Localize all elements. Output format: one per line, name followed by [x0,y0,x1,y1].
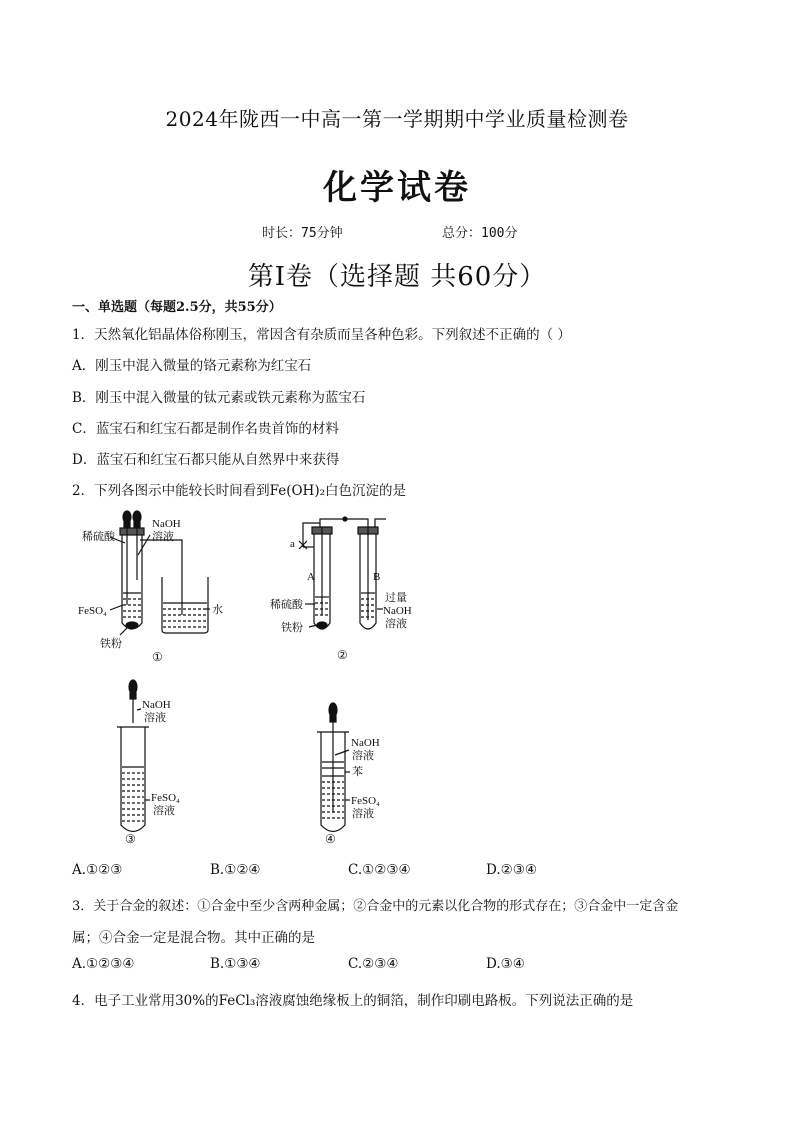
fig3-label-solution: 溶液 [144,712,166,724]
section-title: 第Ⅰ卷（选择题 共60分） [247,262,547,292]
fig3-label-feso4: FeSO₄ [151,792,180,804]
q1-option-d: D．蓝宝石和红宝石都只能从自然界中来获得 [72,452,340,468]
q2-stem: 2．下列各图示中能较长时间看到Fe(OH)₂白色沉淀的是 [72,483,406,499]
fig1-label-feso4: FeSO₄ [78,605,107,617]
q3-option-c: C.②③④ [348,956,399,972]
fig4-label-feso4: FeSO₄ [351,795,380,807]
fig2-number: ② [337,648,348,662]
exam-total-score: 总分：100分 [442,226,518,241]
fig1-label-water: 水 [212,604,223,616]
q1-option-a: A．刚玉中混入微量的铬元素称为红宝石 [72,358,312,374]
fig3-label-naoh: NaOH [142,699,171,711]
fig1-label-sulfuric-acid: 稀硫酸 [82,531,115,543]
fig2-label-naoh: NaOH [383,605,412,617]
q1-stem: 1．天然氧化铝晶体俗称刚玉，常因含有杂质而呈各种色彩。下列叙述不正确的（ ） [72,327,571,343]
fig2-label-B: B [373,571,381,583]
fig2-label-A: A [307,571,315,583]
fig1-label-solution: 溶液 [152,531,174,543]
q2-option-d: D.②③④ [486,862,537,878]
q2-option-b: B.①②④ [210,862,261,878]
q3-option-b: B.①③④ [210,956,261,972]
q1-option-b: B．刚玉中混入微量的钛元素或铁元素称为蓝宝石 [72,390,366,406]
q2-figure-1 [70,505,240,665]
part-heading: 一、单选题（每题2.5分，共55分） [72,300,282,315]
q4-stem: 4．电子工业常用30%的FeCl₃溶液腐蚀绝缘板上的铜箔，制作印刷电路板。下列说法正确的是 [72,993,634,1009]
exam-duration: 时长：75分钟 [262,226,343,241]
exam-header-title: 2024年陇西一中高一第一学期期中学业质量检测卷 [165,107,629,131]
fig3-label-feso4-solution: 溶液 [153,805,175,817]
q1-option-c: C．蓝宝石和红宝石都是制作名贵首饰的材料 [72,421,339,437]
q3-stem-line-2: 属；④合金一定是混合物。其中正确的是 [72,930,315,946]
fig4-label-naoh: NaOH [351,737,380,749]
exam-subject-title: 化学试卷 [323,168,471,208]
q3-option-a: A.①②③④ [72,956,135,972]
q2-figure-3 [95,675,215,847]
fig2-label-a: a [290,538,295,550]
q2-option-c: C.①②③④ [348,862,411,878]
fig4-number: ④ [325,832,336,846]
fig3-number: ③ [125,832,136,846]
q2-option-a: A.①②③ [72,862,123,878]
q2-figure-2 [265,505,435,665]
fig1-label-naoh: NaOH [152,518,181,530]
fig2-label-solution: 溶液 [385,618,407,630]
fig4-label-solution: 溶液 [352,750,374,762]
fig2-label-sulfuric-acid: 稀硫酸 [270,599,303,611]
q3-option-d: D.③④ [486,956,525,972]
fig4-label-benzene: 苯 [352,766,363,778]
q2-figure-4 [295,700,415,847]
fig1-label-iron-powder: 铁粉 [100,638,122,650]
q3-stem-line-1: 3．关于合金的叙述：①合金中至少含两种金属；②合金中的元素以化合物的形式存在；③合金中一定含金 [72,899,679,914]
fig2-label-iron-powder: 铁粉 [281,622,303,634]
fig1-number: ① [152,650,163,664]
fig4-label-feso4-solution: 溶液 [352,808,374,820]
fig2-label-excess: 过量 [385,592,407,604]
